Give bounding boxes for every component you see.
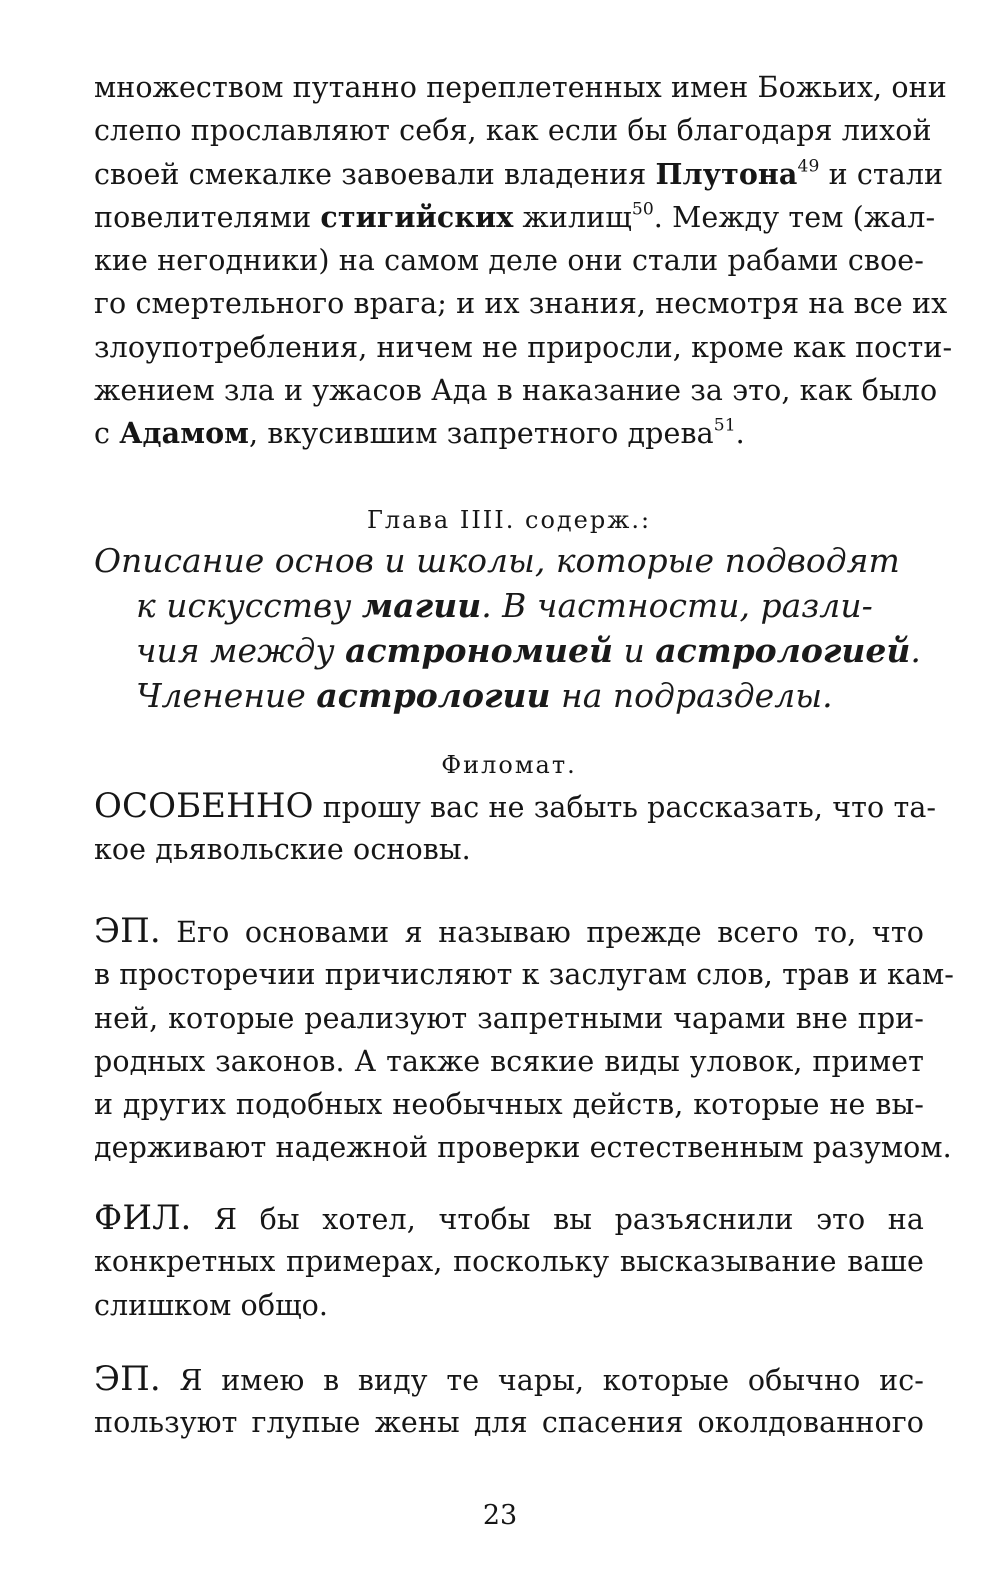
paragraph-4 bbox=[94, 1197, 924, 1327]
text-span: . Между тем (жал- bbox=[653, 200, 936, 234]
text-span: Я бы хотел, чтобы вы разъяснили это на bbox=[191, 1203, 924, 1236]
page-number: 23 bbox=[482, 1500, 518, 1531]
text-span: . bbox=[735, 417, 745, 451]
footnote-ref-49: 49 bbox=[797, 156, 820, 177]
text-span: Его основами я называю прежде всего то, что bbox=[160, 916, 924, 949]
text-line bbox=[94, 153, 944, 196]
footnote-ref-51: 51 bbox=[713, 416, 736, 437]
text-span: к искусству bbox=[136, 586, 362, 625]
text-span: чия между bbox=[136, 631, 346, 670]
speaker-abbrev: ЭП. bbox=[94, 1359, 161, 1399]
speaker-heading: Филомат. bbox=[441, 751, 577, 779]
text-line: жением зла и ужасов Ада в наказание за это, как было bbox=[94, 374, 938, 408]
text-line: держивают надежной проверки естественным разумом. bbox=[94, 1131, 952, 1165]
text-span: , вкусившим запретного древа bbox=[249, 417, 714, 451]
summary-line bbox=[94, 628, 924, 673]
text-line: родных законов. А также всякие виды уловок, примет bbox=[94, 1044, 924, 1078]
chapter-summary bbox=[94, 538, 924, 718]
text-span: Я имею в виду те чары, которые обычно ис- bbox=[160, 1364, 924, 1397]
paragraph-3 bbox=[94, 910, 954, 1170]
text-line: множеством путанно переплетенных имен Божьих, они bbox=[94, 71, 947, 104]
footnote-ref-50: 50 bbox=[631, 199, 654, 220]
text-span: своей смекалке завоевали владения bbox=[94, 157, 656, 191]
text-span: . bbox=[910, 631, 921, 670]
text-line: конкретных примерах, поскольку высказывание ваше bbox=[94, 1245, 924, 1279]
text-span: Членение bbox=[136, 676, 317, 715]
paragraph-2 bbox=[94, 785, 937, 872]
text-line: пользуют глупые жены для спасения околдованного bbox=[94, 1406, 924, 1440]
text-line bbox=[94, 1197, 924, 1240]
bold-term-astronomy: астрономией bbox=[345, 631, 613, 670]
text-span: с bbox=[94, 417, 120, 451]
text-span: . В частности, разли- bbox=[481, 586, 873, 625]
text-line: ней, которые реализуют запретными чарами вне при- bbox=[94, 1001, 924, 1035]
text-line bbox=[94, 412, 924, 455]
text-span: жилищ bbox=[513, 200, 632, 234]
text-span: и bbox=[612, 631, 656, 670]
text-line: кое дьявольские основы. bbox=[94, 833, 471, 867]
text-span: на подразделы. bbox=[550, 676, 833, 715]
text-line: слишком общо. bbox=[94, 1288, 329, 1322]
text-line: слепо прославляют себя, как если бы благодаря лихой bbox=[94, 114, 932, 148]
text-span: повелителями bbox=[94, 200, 321, 234]
text-line: и других подобных необычных действ, которые не вы- bbox=[94, 1088, 924, 1122]
text-line: го смертельного врага; и их знания, несмотря на все их bbox=[94, 287, 948, 321]
text-line bbox=[94, 1358, 924, 1401]
summary-line bbox=[94, 583, 924, 628]
summary-line bbox=[94, 673, 924, 718]
bold-term-astrology: астрологией bbox=[655, 631, 911, 670]
chapter-heading: Глава IIII. содерж.: bbox=[366, 506, 652, 534]
speaker-abbrev: ФИЛ. bbox=[94, 1198, 192, 1238]
summary-line: Описание основ и школы, которые подводят bbox=[94, 541, 900, 580]
text-span: и стали bbox=[819, 157, 944, 191]
bold-term-pluto: Плутона bbox=[655, 156, 798, 191]
text-line bbox=[94, 910, 924, 953]
text-line bbox=[94, 785, 937, 828]
text-line: кие негодники) на самом деле они стали рабами свое- bbox=[94, 244, 924, 278]
paragraph-5 bbox=[94, 1358, 924, 1445]
bold-term-adam: Адамом bbox=[119, 416, 250, 451]
lead-word: ОСОБЕННО bbox=[94, 786, 314, 826]
text-span: прошу вас не забыть рассказать, что та- bbox=[313, 791, 937, 824]
text-line: в просторечии причисляют к заслугам слов, трав и кам- bbox=[94, 958, 954, 992]
speaker-abbrev: ЭП. bbox=[94, 911, 161, 951]
bold-term-astrology: астрологии bbox=[316, 676, 551, 715]
bold-term-magic: магии bbox=[361, 586, 482, 625]
text-line bbox=[94, 196, 936, 239]
bold-term-stygian: стигийских bbox=[320, 199, 514, 234]
paragraph-1 bbox=[94, 66, 953, 456]
text-line: злоупотребления, ничем не приросли, кроме как пости- bbox=[94, 330, 953, 364]
